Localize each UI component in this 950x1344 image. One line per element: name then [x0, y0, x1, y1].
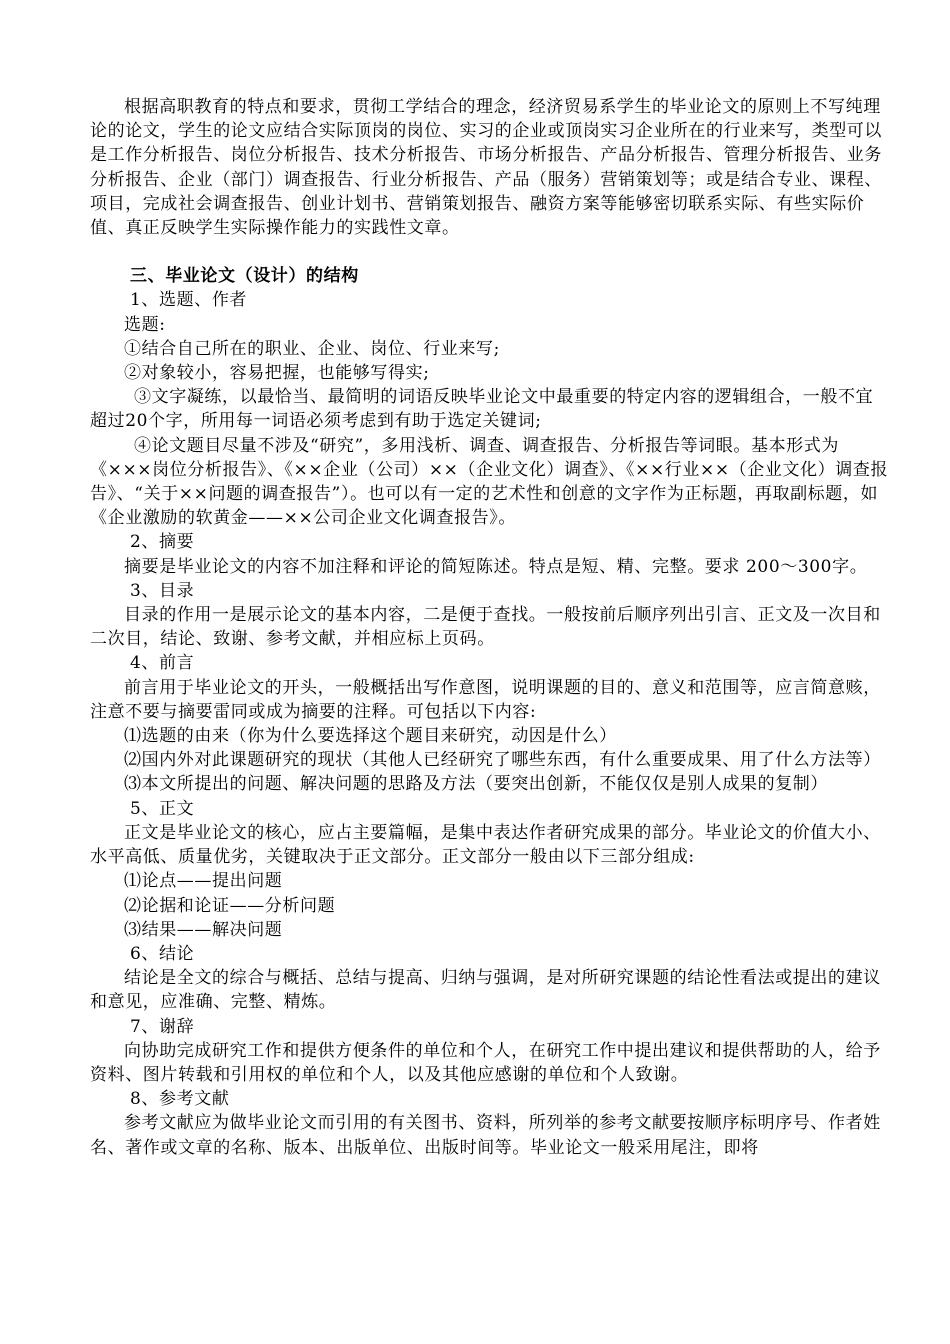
s5-text: 正文是毕业论文的核心，应占主要篇幅，是集中表达作者研究成果的部分。毕业论文的价值大小、水平高低、质量优劣，关键取决于正文部分。正文部分一般由以下三部分组成:	[90, 822, 881, 868]
s8-title: 8、参考文献	[130, 1089, 230, 1110]
s4-item-3: ⑶本文所提出的问题、解决问题的思路及方法（要突出创新，不能仅仅是别人成果的复制）	[124, 774, 828, 795]
section-heading: 三、毕业论文（设计）的结构	[130, 266, 359, 287]
spacer	[90, 240, 890, 264]
s4-item-2: ⑵国内外对此课题研究的现状（其他人已经研究了哪些东西，有什么重要成果、用了什么方法等）	[124, 750, 881, 771]
s4-item-1: ⑴选题的由来（你为什么要选择这个题目来研究，动因是什么）	[124, 726, 617, 747]
s3-title: 3、目录	[130, 580, 195, 601]
s5-item-3: ⑶结果——解决问题	[124, 919, 283, 940]
s1-item-1: ①结合自己所在的职业、企业、岗位、行业来写;	[124, 338, 500, 359]
s3-text: 目录的作用一是展示论文的基本内容，二是便于查找。一般按前后顺序列出引言、正文及一次目和二次目，结论、致谢、参考文献，并相应标上页码。	[90, 605, 881, 650]
s4-text: 前言用于毕业论文的开头，一般概括出写作意图，说明课题的目的、意义和范围等，应言简意赅，注意不要与摘要雷同或成为摘要的注释。可包括以下内容:	[90, 677, 881, 722]
s2-text: 摘要是毕业论文的内容不加注释和评论的简短陈述。特点是短、精、完整。要求 200～300字。	[124, 556, 868, 577]
s7-title: 7、谢辞	[130, 1016, 195, 1037]
s1-sub: 选题:	[124, 314, 166, 335]
s2-title: 2、摘要	[130, 532, 195, 553]
intro-paragraph: 根据高职教育的特点和要求，贯彻工学结合的理念，经济贸易系学生的毕业论文的原则上不写纯理论的论文，学生的论文应结合实际顶岗的岗位、实习的企业或顶岗实习企业所在的行业来写，类型可以是工作分析报告、岗位分析报告、技术分析报告、市场分析报告、产品分析报告、管理分析报告、业务分析报告、企业（部门）调查报告、行业分析报告、产品（服务）营销策划等；或是结合专业、课程、项目，完成社会调查报告、创业计划书、营销策划报告、融资方案等能够密切联系实际、有些实际价值、真正反映学生实际操作能力的实践性文章。	[90, 97, 882, 239]
s5-item-1: ⑴论点——提出问题	[124, 871, 283, 892]
s6-text: 结论是全文的综合与概括、总结与提高、归纳与强调，是对所研究课题的结论性看法或提出的建议和意见，应准确、完整、精炼。	[90, 968, 881, 1013]
s8-text: 参考文献应为做毕业论文而引用的有关图书、资料，所列举的参考文献要按顺序标明序号、作者姓名、著作或文章的名称、版本、出版单位、出版时间等。毕业论文一般采用尾注，即将	[90, 1113, 881, 1158]
s1-title: 1、选题、作者	[130, 290, 248, 311]
s5-item-2: ⑵论据和论证——分析问题	[124, 895, 336, 916]
document-page	[90, 95, 890, 1160]
s6-title: 6、结论	[130, 943, 195, 964]
s4-title: 4、前言	[130, 653, 195, 674]
s1-item-4: ④论文题目尽量不涉及“研究”，多用浅析、调查、调查报告、分析报告等词眼。基本形式为《×××岗位分析报告》、《××企业（公司）××（企业文化）调查》、《××行业××（企业文化）调查报告》、“关于××问题的调查报告”）。也可以有一定的艺术性和创意的文字作为正标题，再取副标题，如《企业激励的软黄金——××公司企业文化调查报告》。	[90, 435, 889, 529]
s7-text: 向协助完成研究工作和提供方便条件的单位和个人，在研究工作中提出建议和提供帮助的人，给予资料、图片转载和引用权的单位和个人，以及其他应感谢的单位和个人致谢。	[90, 1040, 881, 1085]
s1-item-3: ③文字凝练，以最恰当、最简明的词语反映毕业论文中最重要的特定内容的逻辑组合，一般不宜超过20个字，所用每一词语必须考虑到有助于选定关键词;	[90, 387, 874, 432]
s5-title: 5、正文	[130, 798, 195, 819]
s1-item-2: ②对象较小，容易把握，也能够写得实;	[124, 363, 430, 384]
